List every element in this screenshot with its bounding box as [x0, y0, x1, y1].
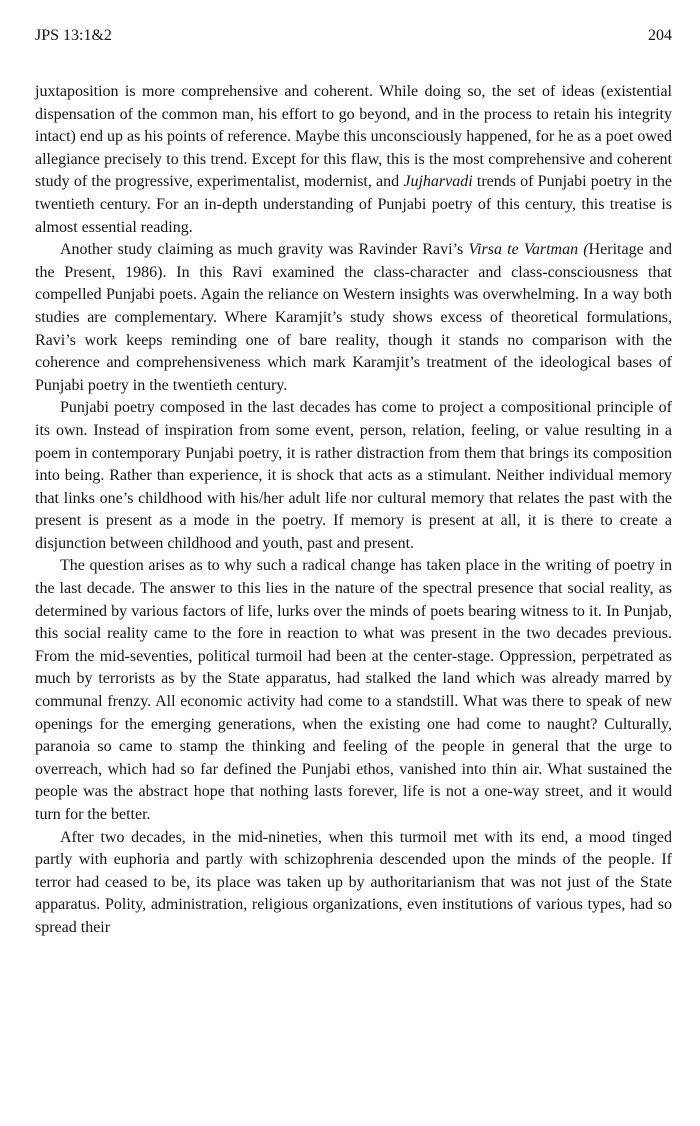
paragraph: [35, 555, 672, 826]
text-run: Heritage and the Present, 1986). In this Ravi examined the class-character and class-consciousness that compelled Punjabi poets. Again the reliance on Western insights was overwhelming. In a way both studies are complementary. Where Karamjit’s study shows excess of theoretical formulations, Ravi’s work keeps reminding one of bare reality, though it stands no comparison with the coherence and comprehensiveness which mark Karamjit’s treatment of the ideological bases of Punjabi poetry in the twentieth century.: [35, 241, 672, 394]
text-run: juxtaposition is more comprehensive and coherent. While doing so, the set of ideas (existential dispensation of the common man, his effort to go beyond, and in the process to retain his integrity intact) end up as his points of reference. Maybe this unconsciously happened, for he as a poet owed allegiance precisely to this trend. Except for this flaw, this is the most comprehensive and coherent study of the progressive, experimentalist, modernist, and: [35, 83, 672, 191]
running-head: [35, 25, 672, 47]
paragraph: [35, 81, 672, 239]
paragraph: [35, 827, 672, 940]
italic-term: Jujharvadi: [403, 173, 473, 191]
paragraph: [35, 397, 672, 555]
page-number: 204: [648, 27, 672, 44]
text-run: After two decades, in the mid-nineties, when this turmoil met with its end, a mood tinged partly with euphoria and partly with schizophrenia descended upon the minds of the people. If terror had ceased to be, its place was taken up by authoritarianism that was not just of the State apparatus. Polity, administration, religious organizations, even institutions of various types, had so spread their: [35, 828, 672, 936]
italic-title: Virsa te Vartman (: [468, 241, 589, 259]
text-run: Punjabi poetry composed in the last decades has come to project a compositional principle of its own. Instead of inspiration from some event, person, relation, feeling, or value resulting in a poem in contemporary Punjabi poetry, it is rather distraction from them that brings its composition into being. Rather than experience, it is shock that acts as a stimulant. Neither individual memory that links one’s childhood with his/her adult life nor cultural memory that relates the past with the present is present as a mode in the poetry. If memory is present at all, it is there to create a disjunction between childhood and youth, past and present.: [35, 399, 672, 552]
text-run: trends of Punjabi poetry in the twentieth century. For an in-depth understanding of Punjabi poetry of this century, this treatise is almost essential reading.: [35, 173, 673, 236]
body-text: [35, 81, 672, 940]
text-run: Another study claiming as much gravity was Ravinder Ravi’s: [60, 241, 469, 259]
journal-issue: JPS 13:1&2: [35, 27, 112, 44]
paragraph: [35, 239, 672, 397]
page: [35, 25, 672, 940]
text-run: The question arises as to why such a radical change has taken place in the writing of poetry in the last decade. The answer to this lies in the nature of the spectral presence that social reality, as determined by various factors of life, lurks over the minds of poets bearing witness to it. In Punjab, this social reality came to the fore in reaction to what was present in the two decades previous. From the mid-seventies, political turmoil had been at the center-stage. Oppression, perpetrated as much by terrorists as by the State apparatus, had stalked the land which was already marred by communal frenzy. All economic activity had come to a standstill. What was there to speak of new openings for the emerging generations, when the existing one had come to naught? Culturally, paranoia so came to stamp the thinking and feeling of the people in general that the urge to overreach, which had so far defined the Punjabi ethos, vanished into thin air. What sustained the people was the abstract hope that nothing lasts forever, life is not a one-way street, and it would turn for the better.: [35, 557, 672, 823]
